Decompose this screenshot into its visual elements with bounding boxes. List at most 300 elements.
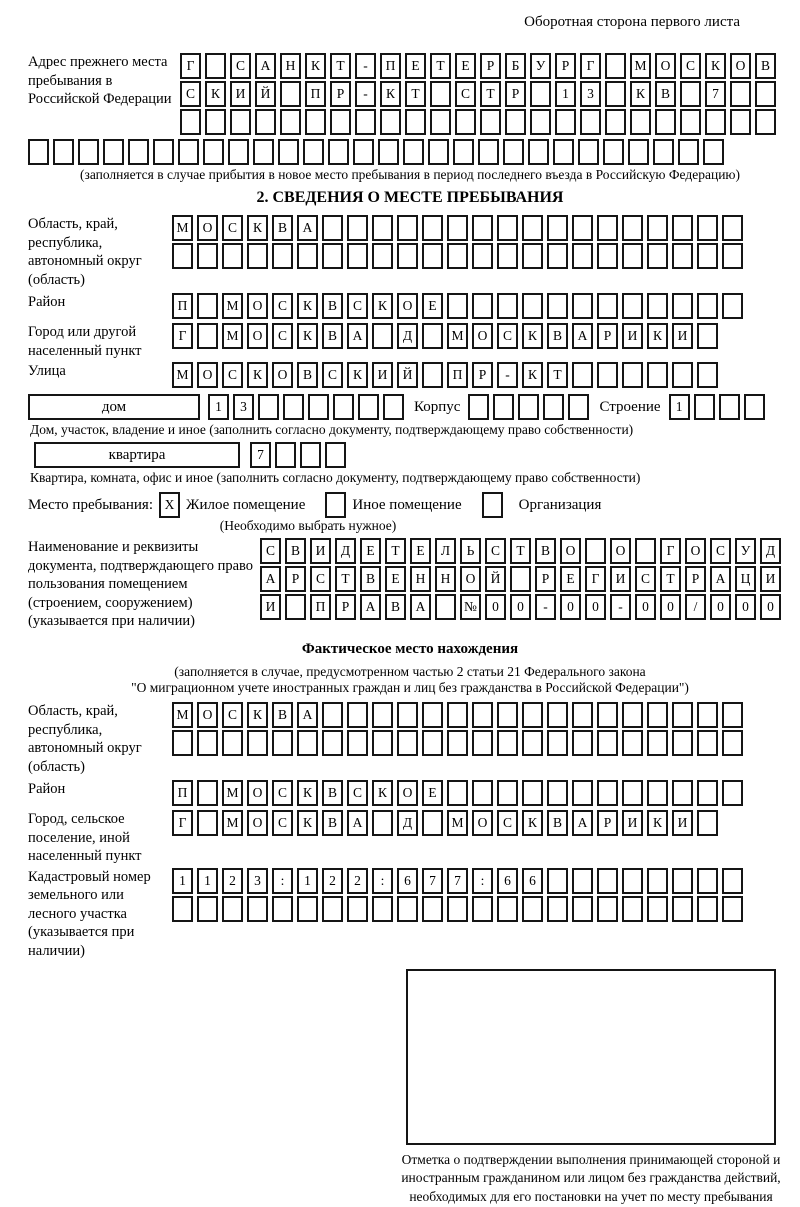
char-box: 3 [247,868,268,894]
char-box [755,109,776,135]
char-box [755,81,776,107]
char-row [172,362,722,388]
char-box [197,810,218,836]
char-box: Д [397,323,418,349]
actual-region-block [28,702,792,776]
char-box [503,139,524,165]
char-box [447,243,468,269]
char-box: Е [360,538,381,564]
char-box [435,594,456,620]
document-label: Наименование и реквизиты документа, подтверждающего право пользования помещением (строением, сооружением) (указывается при наличии) [28,539,254,630]
char-row [208,394,408,420]
char-box: - [355,53,376,79]
char-box: А [710,566,731,592]
char-box: 0 [585,594,606,620]
char-box [722,780,743,806]
char-box [372,215,393,241]
char-box [397,243,418,269]
char-box: С [260,538,281,564]
char-box: 0 [635,594,656,620]
char-box: Т [405,81,426,107]
char-box: С [222,702,243,728]
char-box: О [610,538,631,564]
char-box: Й [397,362,418,388]
stay-district-label: Район [28,294,66,311]
char-box: С [455,81,476,107]
char-box [572,896,593,922]
char-row [260,594,785,620]
char-box: Й [485,566,506,592]
char-box: С [310,566,331,592]
stay-type-label: Место пребывания: [28,497,153,514]
char-box: П [310,594,331,620]
char-box [697,215,718,241]
stay-region-block [28,215,792,289]
char-box: Л [435,538,456,564]
section-2-title: 2. СВЕДЕНИЯ О МЕСТЕ ПРЕБЫВАНИЯ [256,189,564,206]
char-box: : [472,868,493,894]
char-box: К [630,81,651,107]
char-box [597,702,618,728]
char-box [347,730,368,756]
korpus-label: Корпус [414,399,461,416]
char-box [622,868,643,894]
actual-city-block [28,810,792,866]
char-box: Е [455,53,476,79]
checkbox-dwelling: X [159,492,180,518]
stay-city-block [28,323,792,360]
char-box: К [205,81,226,107]
char-box: О [472,810,493,836]
char-box: О [247,810,268,836]
char-box: С [347,780,368,806]
char-box: С [272,323,293,349]
char-box: К [522,362,543,388]
char-box: Т [335,566,356,592]
char-row [172,896,747,922]
char-box [547,243,568,269]
char-box: И [310,538,331,564]
char-box [222,730,243,756]
char-box: Г [660,538,681,564]
char-box [247,730,268,756]
char-box [697,243,718,269]
char-box: С [347,293,368,319]
char-box [422,323,443,349]
char-row-full-width [28,139,792,165]
char-box: М [172,702,193,728]
char-box [703,139,724,165]
char-box [680,109,701,135]
char-box [447,702,468,728]
char-box [430,81,451,107]
char-box: К [297,323,318,349]
char-box: 0 [760,594,781,620]
char-box [497,293,518,319]
char-box [630,109,651,135]
char-box [622,362,643,388]
char-box [472,780,493,806]
apartment-row [28,442,792,470]
char-box: Н [435,566,456,592]
char-box [347,702,368,728]
char-box [622,730,643,756]
cadastre-block [28,868,792,961]
char-box [222,896,243,922]
char-box: К [380,81,401,107]
char-box: С [680,53,701,79]
char-box: Т [430,53,451,79]
char-box: Н [280,53,301,79]
char-box: В [272,215,293,241]
char-box [697,896,718,922]
char-box: К [305,53,326,79]
char-box [497,702,518,728]
char-box [530,81,551,107]
char-box: П [172,293,193,319]
char-box: У [530,53,551,79]
char-box [522,702,543,728]
char-box [647,780,668,806]
char-box [622,780,643,806]
char-box: И [672,810,693,836]
char-row [172,780,747,806]
char-box: А [260,566,281,592]
char-box: О [197,362,218,388]
char-box [103,139,124,165]
actual-district-label: Район [28,781,66,798]
char-box [205,109,226,135]
char-row [172,293,747,319]
char-box [605,53,626,79]
char-box [522,215,543,241]
char-box: Г [172,810,193,836]
char-box: О [560,538,581,564]
char-box [528,139,549,165]
char-box: К [347,362,368,388]
char-box [522,896,543,922]
option-dwelling-label: Жилое помещение [186,496,306,513]
char-box [672,243,693,269]
char-box: П [447,362,468,388]
actual-location-caption-2: "О миграционном учете иностранных граждан и лиц без гражданства в Российской Федерации") [131,680,689,696]
char-box [722,243,743,269]
char-box: А [572,810,593,836]
char-box: О [472,323,493,349]
char-box [322,730,343,756]
char-box: В [272,702,293,728]
char-row [180,81,780,107]
char-box [297,243,318,269]
char-box [372,896,393,922]
char-box: П [305,81,326,107]
char-box [372,702,393,728]
char-box: О [272,362,293,388]
char-box [497,896,518,922]
char-box: 3 [233,394,254,420]
char-box: В [297,362,318,388]
stay-region-label: Область, край, республика, автономный округ (область) [28,216,142,288]
char-box [128,139,149,165]
actual-location-title: Фактическое место нахождения [301,641,519,658]
prev-address-label: Адрес прежнего места пребывания в Российской Федерации [28,54,172,108]
char-box: - [535,594,556,620]
char-box: П [380,53,401,79]
char-box [403,139,424,165]
char-box: Т [385,538,406,564]
document-block [28,538,792,631]
char-box: Е [560,566,581,592]
char-box [572,243,593,269]
char-box: 0 [735,594,756,620]
char-box: В [547,323,568,349]
char-box [197,780,218,806]
char-box [355,109,376,135]
char-box: А [347,323,368,349]
char-box: К [372,293,393,319]
char-box: С [272,293,293,319]
char-box [572,293,593,319]
char-box: К [247,702,268,728]
char-box [397,215,418,241]
char-box: В [322,780,343,806]
char-box [628,139,649,165]
char-box [647,730,668,756]
char-box [172,896,193,922]
char-box [422,896,443,922]
char-box: К [647,810,668,836]
char-box: М [172,215,193,241]
char-box: И [622,323,643,349]
char-box [447,293,468,319]
char-box [572,702,593,728]
char-box [719,394,740,420]
char-box: 0 [510,594,531,620]
char-box [572,868,593,894]
char-box: М [222,780,243,806]
char-box [572,730,593,756]
char-box [597,780,618,806]
char-box [522,780,543,806]
char-box [522,730,543,756]
char-box [694,394,715,420]
char-box: И [260,594,281,620]
char-box [430,109,451,135]
char-box: И [672,323,693,349]
char-row [260,538,785,564]
char-box [472,702,493,728]
char-box: Р [335,594,356,620]
char-box: В [547,810,568,836]
char-row [172,323,722,349]
char-box [672,293,693,319]
char-box [480,109,501,135]
char-box: Г [180,53,201,79]
char-box [203,139,224,165]
char-box: 1 [669,394,690,420]
char-box: Й [255,81,276,107]
char-box: К [705,53,726,79]
char-box: 2 [222,868,243,894]
char-box: О [247,780,268,806]
char-box: 6 [497,868,518,894]
char-box [303,139,324,165]
char-box [322,215,343,241]
char-box: № [460,594,481,620]
char-box: Т [660,566,681,592]
char-box: О [247,293,268,319]
char-box: К [647,323,668,349]
char-box [383,394,404,420]
char-row [172,810,722,836]
char-box [472,243,493,269]
char-box: А [410,594,431,620]
char-box: 1 [555,81,576,107]
char-box: Р [685,566,706,592]
char-box [197,730,218,756]
char-box [422,702,443,728]
char-box [472,730,493,756]
char-box: Р [597,810,618,836]
char-box: Е [410,538,431,564]
char-box [197,323,218,349]
char-box: 6 [522,868,543,894]
char-box [285,594,306,620]
char-box [622,293,643,319]
char-box [172,730,193,756]
prev-address-rows [180,53,780,137]
char-box [730,81,751,107]
char-box [580,109,601,135]
char-box: 3 [580,81,601,107]
char-box: И [760,566,781,592]
char-box: С [497,323,518,349]
char-box [472,215,493,241]
char-box [678,139,699,165]
char-box [605,81,626,107]
char-box: С [230,53,251,79]
char-box [547,868,568,894]
stay-street-block [28,362,792,390]
char-box [305,109,326,135]
char-box [397,730,418,756]
char-box: Р [472,362,493,388]
char-row [172,215,747,241]
char-box [358,394,379,420]
char-box [222,243,243,269]
char-box [422,730,443,756]
char-box: Б [505,53,526,79]
char-box: К [247,362,268,388]
char-box [275,442,296,468]
char-box [247,896,268,922]
apartment-widebox: квартира [34,442,240,468]
char-box: Г [585,566,606,592]
char-box: 7 [250,442,271,468]
char-box: Ь [460,538,481,564]
char-box [547,896,568,922]
char-box: С [222,362,243,388]
char-box [555,109,576,135]
char-box [172,243,193,269]
char-box: Т [510,538,531,564]
char-box [622,243,643,269]
char-box [422,362,443,388]
char-box [722,702,743,728]
char-box: 0 [660,594,681,620]
stay-city-label: Город или другой населенный пункт [28,324,142,359]
char-box [300,442,321,468]
char-box [578,139,599,165]
char-box: М [630,53,651,79]
char-box: С [497,810,518,836]
char-box [505,109,526,135]
char-box: С [710,538,731,564]
char-box [255,109,276,135]
char-box [497,780,518,806]
char-box [547,215,568,241]
char-box [478,139,499,165]
char-box [197,293,218,319]
char-box [647,868,668,894]
actual-region-label: Область, край, республика, автономный округ (область) [28,703,142,775]
house-row [28,394,792,422]
char-box: А [572,323,593,349]
char-box [205,53,226,79]
stay-street-label: Улица [28,363,66,380]
char-box: И [622,810,643,836]
char-box [283,394,304,420]
char-box: У [735,538,756,564]
confirmation-mark-box [406,969,776,1145]
cadastre-label: Кадастровый номер земельного или лесного участка (указывается при наличии) [28,868,151,960]
char-box [228,139,249,165]
char-box: Р [285,566,306,592]
char-box [272,896,293,922]
confirmation-caption: Отметка о подтверждении выполнения принимающей стороной и иностранным гражданином или лицом без гражданства действий, необходимых для его постановки на учет по месту пребывания [401,1151,781,1205]
char-box [422,215,443,241]
char-box [697,702,718,728]
char-box: К [247,215,268,241]
char-box [397,896,418,922]
char-box [180,109,201,135]
char-box: 7 [422,868,443,894]
char-box [372,810,393,836]
char-box [322,896,343,922]
char-box: С [635,566,656,592]
char-box [547,702,568,728]
char-box [447,780,468,806]
char-box [655,109,676,135]
stay-type-row [28,492,792,518]
char-box: Г [580,53,601,79]
char-box [672,702,693,728]
char-box: С [272,780,293,806]
char-box: Е [405,53,426,79]
char-box [247,243,268,269]
char-box: Г [172,323,193,349]
char-box: 7 [705,81,726,107]
char-box: 1 [297,868,318,894]
char-box [653,139,674,165]
char-box [372,243,393,269]
char-box [322,243,343,269]
char-box: С [180,81,201,107]
char-row [468,394,593,420]
char-box [635,538,656,564]
char-box [697,362,718,388]
char-box: С [485,538,506,564]
